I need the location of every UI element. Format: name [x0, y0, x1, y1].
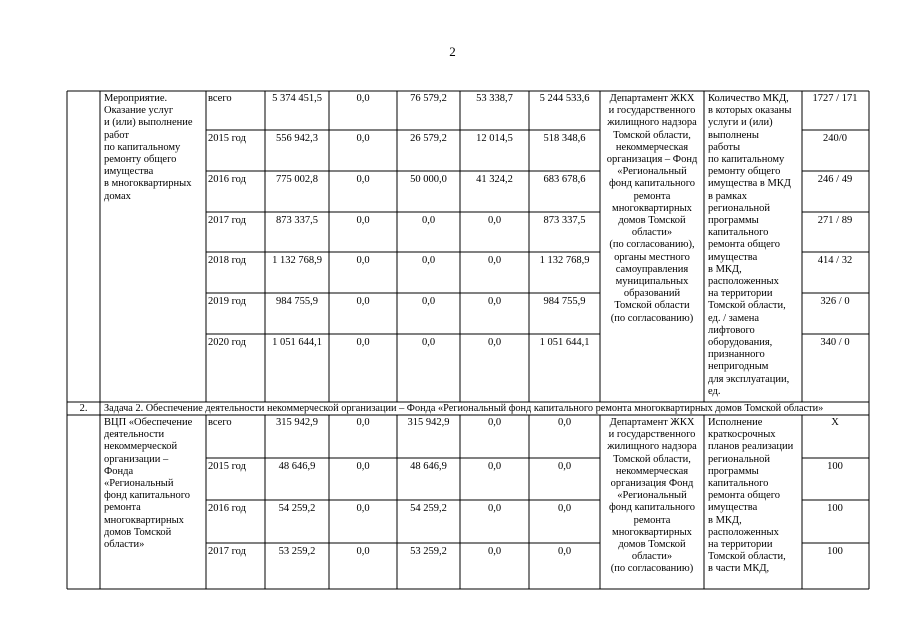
- table-cell-period: 2017 год: [208, 215, 246, 226]
- table-cell-other: 873 337,5: [543, 215, 586, 226]
- table-cell-total: 873 337,5: [276, 215, 318, 226]
- table-cell-period: 2018 год: [208, 255, 246, 266]
- table-cell-other: 1 132 768,9: [539, 255, 590, 266]
- table-cell-period: 2016 год: [208, 503, 246, 514]
- table-cell-total: 1 132 768,9: [272, 255, 322, 266]
- table-cell-fed: 0,0: [356, 133, 370, 144]
- table-cell-value: 326 / 0: [820, 296, 850, 307]
- table-cell-loc: 0,0: [487, 255, 502, 266]
- table-cell-loc: 0,0: [487, 215, 502, 226]
- task-title: Задача 2. Обеспечение деятельности некоммерческой организации – Фонда «Региональный фонд капитального ремонта многоквартирных домов Томской области»: [104, 403, 824, 414]
- table-cell-reg: 0,0: [421, 215, 436, 226]
- table-cell-value: 340 / 0: [820, 337, 850, 348]
- table-cell-fed: 0,0: [356, 296, 370, 307]
- table-cell-reg: 0,0: [421, 296, 436, 307]
- executor-cell: Департамент ЖКХ и государственного жилищного надзора Томской области, некоммерческая организация Фонд «Региональный фонд капитального ремонта многоквартирных домов Томской области» (по согласованию): [607, 417, 697, 575]
- table-cell-total: 5 374 451,5: [272, 93, 322, 104]
- indicator-name: Исполнение краткосрочных планов реализации региональной программы капитального ремонта общего имущества в МКД, расположенных на территории Томской области, в части МКД,: [708, 417, 794, 575]
- table-cell-value: 414 / 32: [817, 255, 853, 266]
- table-cell-period: всего: [208, 93, 232, 104]
- table-cell-reg: 54 259,2: [410, 503, 447, 514]
- executor-cell: Департамент ЖКХ и государственного жилищного надзора Томской области, некоммерческая организация – Фонд «Региональный фонд капитального ремонта многоквартирных домов Томской области» (по согласованию), органы местного самоуправления муниципальных образований Томской области (по согласованию): [606, 93, 698, 324]
- table-cell-loc: 0,0: [487, 503, 502, 514]
- table-cell-other: 0,0: [557, 546, 572, 557]
- table-cell-reg: 315 942,9: [407, 417, 450, 428]
- table-cell-total: 775 002,8: [276, 174, 318, 185]
- table-cell-other: 0,0: [557, 461, 572, 472]
- table-cell-loc: 12 014,5: [476, 133, 513, 144]
- table-cell-total: 1 051 644,1: [272, 337, 322, 348]
- table-cell-value: 1727 / 171: [812, 93, 858, 104]
- table-cell-value: Х: [831, 417, 839, 428]
- table-cell-loc: 41 324,2: [476, 174, 513, 185]
- table-cell-loc: 0,0: [487, 296, 502, 307]
- table-cell-other: 0,0: [557, 503, 572, 514]
- task-number: 2.: [79, 403, 88, 414]
- program-name: ВЦП «Обеспечение деятельности некоммерческой организации – Фонда «Региональный фонд капитального ремонта многоквартирных домов Томской области»: [104, 417, 193, 551]
- table-cell-fed: 0,0: [356, 337, 370, 348]
- table-cell-fed: 0,0: [356, 417, 370, 428]
- page-number: 2: [449, 44, 456, 59]
- table-cell-other: 518 348,6: [543, 133, 586, 144]
- table-cell-other: 5 244 533,6: [539, 93, 590, 104]
- table-cell-loc: 0,0: [487, 417, 502, 428]
- table-cell-other: 984 755,9: [543, 296, 586, 307]
- table-cell-loc: 0,0: [487, 337, 502, 348]
- table-cell-total: 48 646,9: [278, 461, 316, 472]
- table-cell-period: 2017 год: [208, 546, 246, 557]
- table-cell-fed: 0,0: [356, 255, 370, 266]
- table-cell-loc: 0,0: [487, 546, 502, 557]
- table-cell-period: 2015 год: [208, 461, 246, 472]
- table-cell-fed: 0,0: [356, 503, 370, 514]
- table-cell-loc: 53 338,7: [476, 93, 513, 104]
- table-cell-fed: 0,0: [356, 461, 370, 472]
- table-cell-reg: 0,0: [421, 337, 436, 348]
- table-cell-period: 2016 год: [208, 174, 246, 185]
- measure-name: Мероприятие. Оказание услуг и (или) выполнение работ по капитальному ремонту общего имущества в многоквартирных домах: [104, 93, 193, 202]
- table-cell-period: 2019 год: [208, 296, 246, 307]
- table-cell-value: 240/0: [823, 133, 847, 144]
- table-cell-reg: 50 000,0: [410, 174, 447, 185]
- table-cell-period: 2020 год: [208, 337, 246, 348]
- table-cell-other: 1 051 644,1: [539, 337, 590, 348]
- table-cell-other: 0,0: [557, 417, 572, 428]
- table-cell-other: 683 678,6: [543, 174, 586, 185]
- table-cell-fed: 0,0: [356, 215, 370, 226]
- table-cell-reg: 53 259,2: [410, 546, 447, 557]
- table-cell-fed: 0,0: [356, 546, 370, 557]
- table-cell-reg: 48 646,9: [410, 461, 447, 472]
- table-cell-value: 246 / 49: [817, 174, 853, 185]
- table-cell-period: 2015 год: [208, 133, 246, 144]
- table-cell-value: 271 / 89: [817, 215, 853, 226]
- table-cell-fed: 0,0: [356, 93, 370, 104]
- indicator-name: Количество МКД, в которых оказаны услуги и (или) выполнены работы по капитальному ремонту общего имущества в МКД в рамках региональной программы капитального ремонта общего имущества в МКД, расположенных на территории Томской области, ед. / замена лифтового оборудования, признанного непригодным для эксплуатации, ед.: [708, 93, 792, 397]
- table-cell-value: 100: [827, 546, 843, 557]
- table-cell-total: 315 942,9: [276, 417, 318, 428]
- table-cell-fed: 0,0: [356, 174, 370, 185]
- table-cell-value: 100: [827, 461, 843, 472]
- table-cell-total: 556 942,3: [276, 133, 318, 144]
- table-cell-total: 54 259,2: [278, 503, 316, 514]
- table-cell-loc: 0,0: [487, 461, 502, 472]
- table-cell-total: 53 259,2: [278, 546, 316, 557]
- table-cell-reg: 26 579,2: [410, 133, 447, 144]
- table-cell-reg: 0,0: [421, 255, 436, 266]
- table-cell-value: 100: [827, 503, 843, 514]
- table-cell-total: 984 755,9: [276, 296, 318, 307]
- table-cell-period: всего: [208, 417, 232, 428]
- table-cell-reg: 76 579,2: [410, 93, 447, 104]
